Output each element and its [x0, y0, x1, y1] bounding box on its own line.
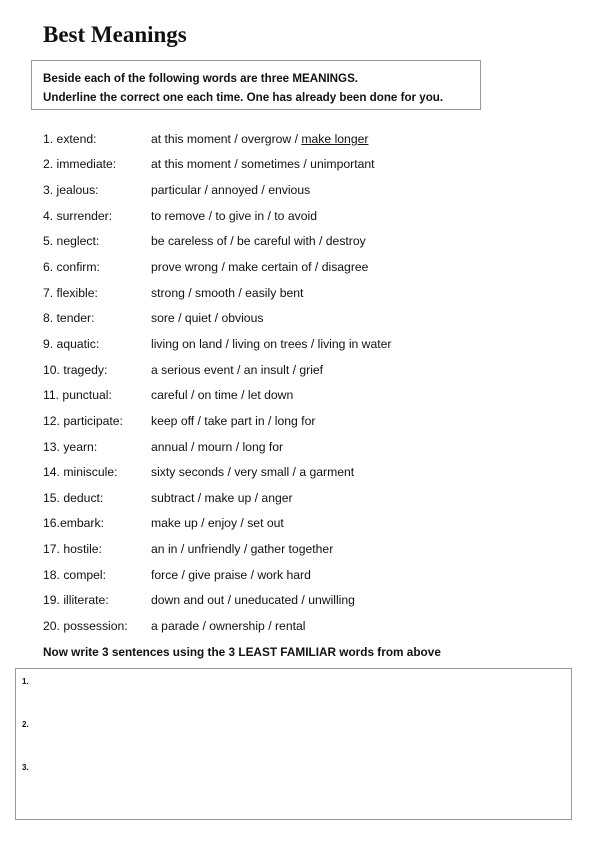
word-item — [43, 126, 392, 152]
word-meanings[interactable] — [151, 440, 283, 454]
word-meanings[interactable] — [151, 465, 354, 479]
sentence-prompt: Now write 3 sentences using the 3 LEAST FAMILIAR words from above — [43, 645, 441, 659]
word-item — [43, 382, 392, 408]
meanings-text: particular / annoyed / envious — [151, 183, 311, 198]
word-item — [43, 203, 392, 229]
meanings-text: a parade / ownership / rental — [151, 618, 306, 633]
sentence-number: 2. — [22, 720, 29, 729]
word-meanings[interactable] — [151, 157, 375, 171]
word-label: 2. immediate: — [43, 157, 117, 172]
meanings-text: a serious event / an insult / grief — [151, 362, 324, 377]
word-meanings[interactable] — [151, 311, 263, 325]
meanings-text: be careless of / be careful with / destroy — [151, 234, 366, 249]
word-label: 11. punctual: — [43, 388, 112, 403]
word-label: 17. hostile: — [43, 542, 102, 557]
word-item — [43, 588, 392, 614]
meanings-text: an in / unfriendly / gather together — [151, 542, 334, 557]
instructions-box — [31, 60, 481, 110]
word-meanings[interactable] — [151, 516, 284, 530]
word-label: 10. tragedy: — [43, 362, 108, 377]
word-item — [43, 254, 392, 280]
meanings-text: keep off / take part in / long for — [151, 413, 316, 428]
meanings-text: strong / smooth / easily bent — [151, 285, 304, 300]
word-item — [43, 485, 392, 511]
word-label: 9. aquatic: — [43, 336, 100, 351]
word-item — [43, 177, 392, 203]
word-item — [43, 536, 392, 562]
word-item — [43, 434, 392, 460]
meanings-text: sore / quiet / obvious — [151, 311, 264, 326]
meanings-text: to remove / to give in / to avoid — [151, 208, 317, 223]
meanings-text: force / give praise / work hard — [151, 567, 311, 582]
word-meanings[interactable] — [151, 234, 366, 248]
word-meanings[interactable] — [151, 260, 368, 274]
word-label: 7. flexible: — [43, 285, 98, 300]
word-item — [43, 562, 392, 588]
meanings-text: careful / on time / let down — [151, 388, 294, 403]
word-item — [43, 459, 392, 485]
word-meanings[interactable] — [151, 568, 311, 582]
word-label: 19. illiterate: — [43, 593, 109, 608]
word-list — [43, 126, 392, 639]
word-label: 8. tender: — [43, 311, 95, 326]
meanings-text: annual / mourn / long for — [151, 439, 284, 454]
word-label: 1. extend: — [43, 131, 97, 146]
word-label: 15. deduct: — [43, 490, 104, 505]
word-item — [43, 357, 392, 383]
word-meanings[interactable] — [151, 491, 293, 505]
word-item — [43, 280, 392, 306]
word-label: 14. miniscule: — [43, 465, 118, 480]
word-item — [43, 511, 392, 537]
word-meanings[interactable] — [151, 337, 392, 351]
word-label: 20. possession: — [43, 618, 128, 633]
meanings-text: sixty seconds / very small / a garment — [151, 465, 355, 480]
word-meanings[interactable] — [151, 388, 293, 402]
page-title: Best Meanings — [43, 22, 187, 47]
word-label: 12. participate: — [43, 413, 123, 428]
word-label: 6. confirm: — [43, 260, 100, 275]
instructions-line-2: Underline the correct one each time. One has already been done for you. — [43, 91, 444, 104]
word-label: 4. surrender: — [43, 208, 113, 223]
word-item — [43, 331, 392, 357]
word-meanings[interactable] — [151, 414, 315, 428]
word-label: 13. yearn: — [43, 439, 98, 454]
sentence-writing-box[interactable] — [15, 668, 572, 820]
underlined-answer: make longer — [301, 131, 369, 146]
word-item — [43, 305, 392, 331]
word-label: 18. compel: — [43, 567, 107, 582]
word-meanings[interactable] — [151, 183, 310, 197]
meanings-text: down and out / uneducated / unwilling — [151, 593, 355, 608]
word-label: 5. neglect: — [43, 234, 100, 249]
word-item — [43, 229, 392, 255]
word-label: 3. jealous: — [43, 183, 99, 198]
word-meanings[interactable] — [151, 593, 355, 607]
word-item — [43, 152, 392, 178]
meanings-text: subtract / make up / anger — [151, 490, 293, 505]
sentence-number: 1. — [22, 677, 29, 686]
word-meanings[interactable] — [151, 363, 323, 377]
word-meanings[interactable] — [151, 619, 305, 633]
sentence-number: 3. — [22, 763, 29, 772]
word-meanings[interactable] — [151, 132, 368, 146]
meanings-text: make up / enjoy / set out — [151, 516, 284, 531]
word-meanings[interactable] — [151, 286, 303, 300]
word-item — [43, 613, 392, 639]
word-meanings[interactable] — [151, 209, 317, 223]
word-meanings[interactable] — [151, 542, 333, 556]
meanings-text: at this moment / sometimes / unimportant — [151, 157, 375, 172]
word-item — [43, 408, 392, 434]
meanings-text: living on land / living on trees / living in water — [151, 336, 392, 351]
meanings-text: at this moment / overgrow / — [151, 131, 302, 146]
word-label: 16.embark: — [43, 516, 104, 531]
instructions-line-1: Beside each of the following words are three MEANINGS. — [43, 72, 359, 85]
meanings-text: prove wrong / make certain of / disagree — [151, 260, 369, 275]
